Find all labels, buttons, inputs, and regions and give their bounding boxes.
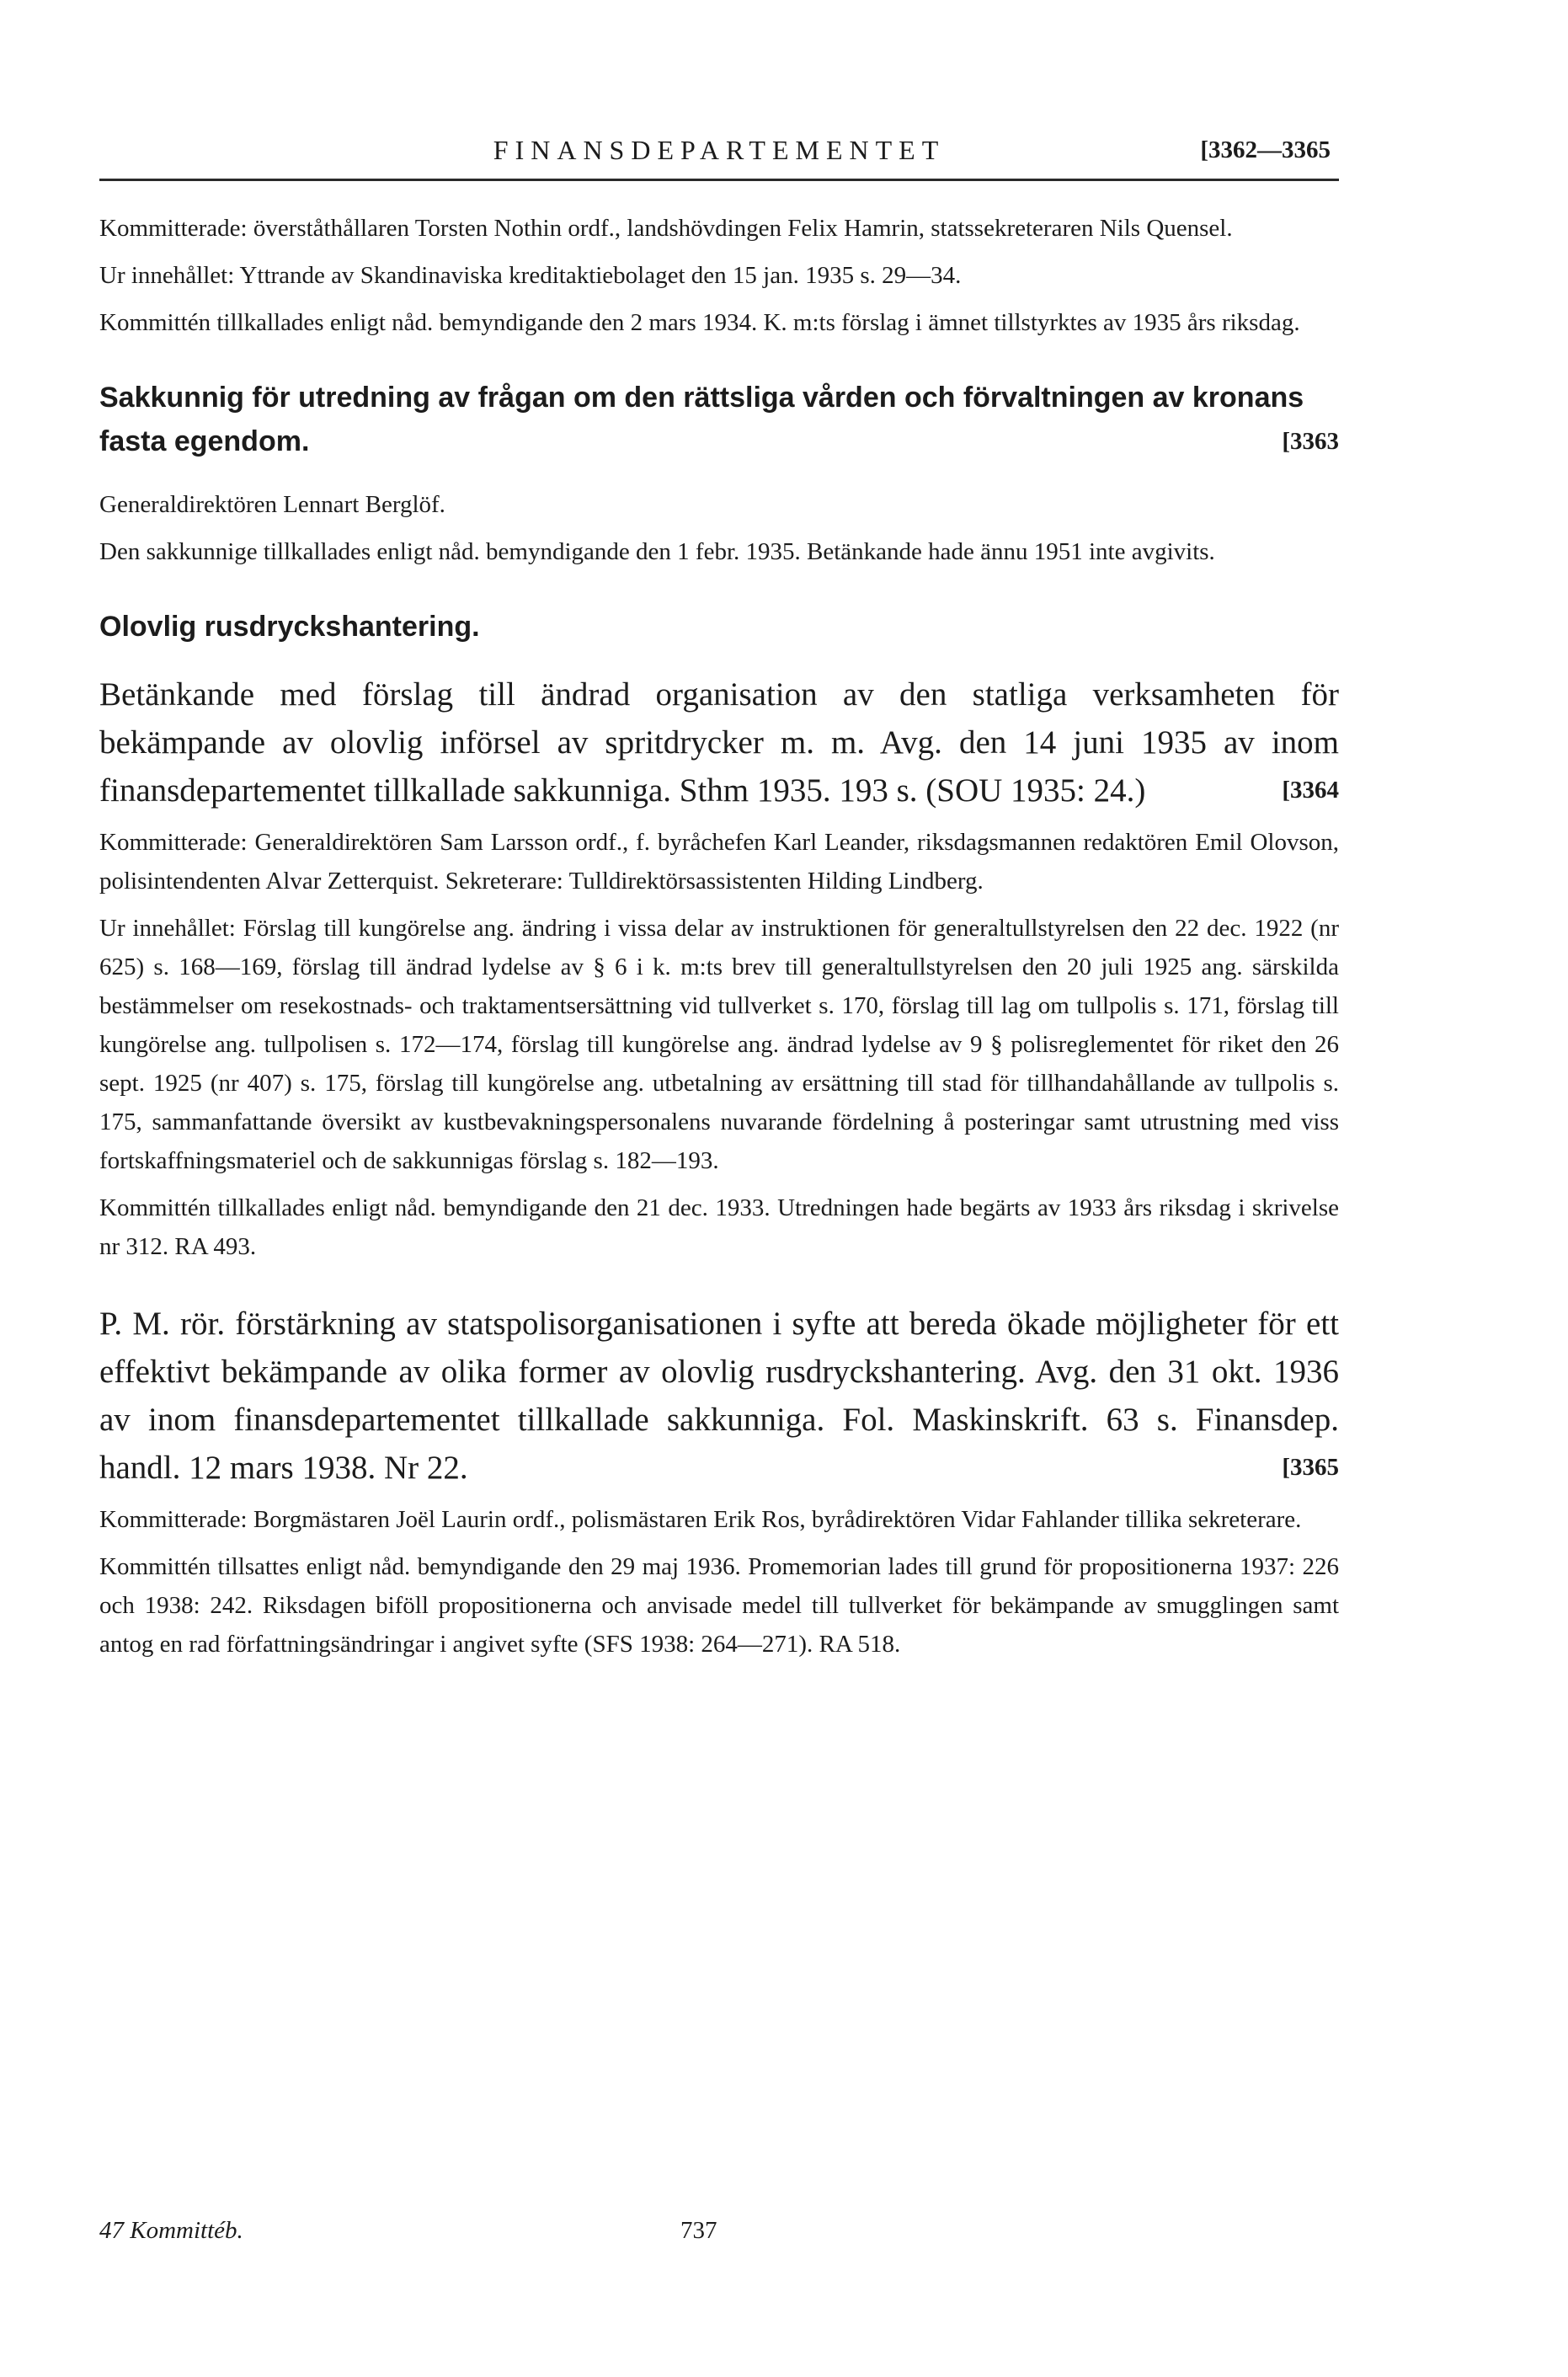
committee-label: Kommitterade: bbox=[99, 1506, 248, 1533]
committee-text: överståthållaren Torsten Nothin ordf., landshövdingen Felix Hamrin, statssekreteraren Nils Quensel. bbox=[253, 215, 1233, 242]
page-number: 737 bbox=[680, 2217, 717, 2244]
committee-text: Generaldirektören Sam Larsson ordf., f. byråchefen Karl Leander, riksdagsmannen redaktören Emil Olovson, polisintendenten Alvar Zetterquist. bbox=[99, 829, 1339, 895]
secretary-label: Sekreterare: bbox=[445, 868, 563, 895]
contents-text: Yttrande av Skandinaviska kreditaktiebolaget den 15 jan. 1935 s. 29—34. bbox=[239, 262, 962, 289]
note-paragraph: Kommittén tillkallades enligt nåd. bemyndigande den 2 mars 1934. K. m:ts förslag i ämnet tillstyrktes av 1935 års riksdag. bbox=[99, 309, 1300, 336]
secretary-text: Tulldirektörsassistenten Hilding Lindberg. bbox=[568, 868, 984, 895]
page-content bbox=[99, 209, 1339, 1664]
note-paragraph: Kommittén tillkallades enligt nåd. bemyndigande den 21 dec. 1933. Utredningen hade begärts av 1933 års riksdag i skrivelse nr 312. RA 493. bbox=[99, 1194, 1339, 1260]
page-title: FINANSDEPARTEMENTET bbox=[493, 135, 946, 165]
entry-title bbox=[99, 670, 1339, 815]
entry-ref: [3364 bbox=[1282, 777, 1339, 804]
entry-title-text: P. M. rör. förstärkning av statspolisorganisationen i syfte att bereda ökade möjligheter för ett effektivt bekämpande av olika former av olovlig rusdryckshantering. Avg. den 31 okt. 1936 av inom finansdepartementet tillkallade sakkunniga. Fol. Maskinskrift. 63 s. Finansdep. handl. 12 mars 1938. Nr 22. bbox=[99, 1306, 1339, 1486]
entry-ref: [3363 bbox=[1282, 428, 1339, 455]
committee-paragraph bbox=[99, 823, 1339, 900]
header-rule bbox=[99, 179, 1339, 181]
entry-range: [3362—3365 bbox=[1200, 136, 1331, 163]
entry-ref: [3365 bbox=[1282, 1454, 1339, 1481]
committee-paragraph bbox=[99, 1500, 1339, 1539]
entry-title bbox=[99, 1300, 1339, 1492]
entry-title-text: Betänkande med förslag till ändrad organisation av den statliga verksamheten för bekämpande av olovlig införsel av spritdrycker m. m. Avg. den 14 juni 1935 av inom finansdepartementet tillkallade sakkunniga. Sthm 1935. 193 s. (SOU 1935: 24.) bbox=[99, 676, 1339, 809]
committee-label: Kommitterade: bbox=[99, 829, 248, 856]
entry-heading-text: Sakkunnig för utredning av frågan om den rättsliga vården och förvaltningen av kronans fasta egendom. bbox=[99, 382, 1304, 457]
note-paragraph: Kommittén tillsattes enligt nåd. bemyndigande den 29 maj 1936. Promemorian lades till grund för propositionerna 1937: 226 och 1938: 242. Riksdagen biföll propositionerna och anvisade medel till tullverket för bekämpande av smugglingen samt antog en rad författningsändringar i angivet syfte (SFS 1938: 264—271). RA 518. bbox=[99, 1553, 1339, 1658]
contents-paragraph bbox=[99, 909, 1339, 1180]
section-heading: Olovlig rusdryckshantering. bbox=[99, 611, 480, 643]
committee-text: Borgmästaren Joël Laurin ordf., polismästaren Erik Ros, byrådirektören Vidar Fahlander tillika sekreterare. bbox=[253, 1506, 1302, 1533]
committee-label: Kommitterade: bbox=[99, 215, 248, 242]
contents-text: Förslag till kungörelse ang. ändring i vissa delar av instruktionen för generaltullstyrelsen den 22 dec. 1922 (nr 625) s. 168—169, förslag till ändrad lydelse av § 6 i k. m:ts brev till generaltullstyrelsen den 20 juli 1925 ang. särskilda bestämmelser om resekostnads- och traktamentsersättning vid tullverket s. 170, förslag till lag om tullpolis s. 171, förslag till kungörelse ang. tullpolisen s. 172—174, förslag till kungörelse ang. ändrad lydelse av 9 § polisreglementet för riket den 26 sept. 1925 (nr 407) s. 175, förslag till kungörelse ang. utbetalning av ersättning till stad för tillhandahållande av tullpolis s. 175, sammanfattande översikt av kustbevakningspersonalens nuvarande fördelning å posteringar samt utrustning med viss fortskaffningsmateriel och de sakkunnigas förslag s. 182—193. bbox=[99, 915, 1339, 1174]
committee-paragraph bbox=[99, 209, 1339, 248]
entry-heading bbox=[99, 376, 1339, 463]
contents-label: Ur innehållet: bbox=[99, 915, 236, 942]
note-paragraph: Den sakkunnige tillkallades enligt nåd. bemyndigande den 1 febr. 1935. Betänkande hade ännu 1951 inte avgivits. bbox=[99, 538, 1215, 565]
person-paragraph: Generaldirektören Lennart Berglöf. bbox=[99, 491, 445, 518]
signature-mark: 47 Kommittéb. bbox=[99, 2217, 243, 2244]
contents-label: Ur innehållet: bbox=[99, 262, 235, 289]
contents-paragraph bbox=[99, 256, 1339, 295]
running-head bbox=[99, 135, 1339, 172]
